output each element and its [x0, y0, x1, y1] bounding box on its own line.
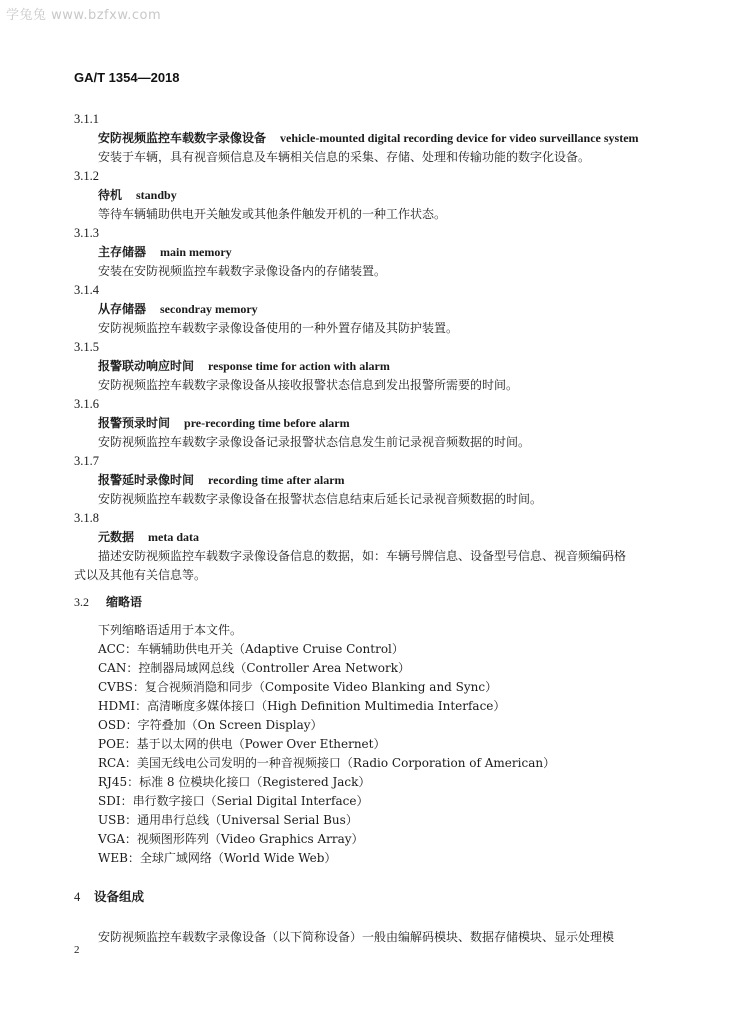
clause-number: 3.1.6 [74, 397, 99, 411]
term-en: meta data [148, 530, 200, 544]
term-en: response time for action with alarm [208, 359, 390, 373]
abbreviation-item: CAN：控制器局域网总线（Controller Area Network） [98, 661, 410, 675]
term-definition: 安防视频监控车载数字录像设备记录报警状态信息发生前记录视音频数据的时间。 [98, 435, 531, 449]
term-zh: 从存储器 [98, 302, 147, 316]
term-zh: 报警延时录像时间 [98, 473, 195, 487]
clause-number: 3.1.2 [74, 169, 99, 183]
watermark: 学兔兔 www.bzfxw.com [6, 8, 162, 23]
term-definition: 安装于车辆，具有视音频信息及车辆相关信息的采集、存储、处理和传输功能的数字化设备。 [98, 150, 591, 164]
term-heading [98, 301, 258, 317]
term-definition: 等待车辆辅助供电开关触发或其他条件触发开机的一种工作状态。 [98, 207, 447, 221]
term-en: secondray memory [160, 302, 258, 316]
term-heading [98, 529, 199, 545]
clause-number: 3.1.1 [74, 112, 99, 126]
abbreviation-item: SDI：串行数字接口（Serial Digital Interface） [98, 794, 369, 808]
term-definition: 安装在安防视频监控车载数字录像设备内的存储装置。 [98, 264, 387, 278]
abbreviation-item: CVBS：复合视频消隐和同步（Composite Video Blanking and Sync） [98, 680, 498, 694]
clause-number: 3.1.4 [74, 283, 99, 297]
term-definition: 描述安防视频监控车载数字录像设备信息的数据，如：车辆号牌信息、设备型号信息、视音频编码格 [98, 549, 627, 563]
abbreviation-item: POE：基于以太网的供电（Power Over Ethernet） [98, 737, 386, 751]
term-definition: 安防视频监控车载数字录像设备在报警状态信息结束后延长记录视音频数据的时间。 [98, 492, 543, 506]
section-title: 设备组成 [94, 889, 145, 904]
term-en: main memory [160, 245, 232, 259]
abbreviation-item: HDMI：高清晰度多媒体接口（High Definition Multimedia Interface） [98, 699, 506, 713]
term-definition: 安防视频监控车载数字录像设备使用的一种外置存储及其防护装置。 [98, 321, 459, 335]
clause-number: 3.1.8 [74, 511, 99, 525]
term-heading [98, 472, 345, 488]
section-heading-4 [74, 889, 144, 905]
section-title: 缩略语 [106, 595, 143, 609]
term-en: recording time after alarm [208, 473, 345, 487]
abbreviation-item: ACC：车辆辅助供电开关（Adaptive Cruise Control） [98, 642, 404, 656]
term-definition-continued: 式以及其他有关信息等。 [74, 568, 207, 582]
term-en: standby [136, 188, 177, 202]
abbreviation-item: USB：通用串行总线（Universal Serial Bus） [98, 813, 358, 827]
term-en: vehicle-mounted digital recording device for video surveillance system [280, 131, 639, 145]
term-zh: 待机 [98, 188, 123, 202]
term-heading [98, 187, 177, 203]
term-heading [98, 358, 390, 374]
term-zh: 安防视频监控车载数字录像设备 [98, 131, 267, 145]
abbreviation-item: OSD：字符叠加（On Screen Display） [98, 718, 323, 732]
clause-number: 3.1.7 [74, 454, 99, 468]
page-number: 2 [74, 944, 80, 956]
term-zh: 元数据 [98, 530, 135, 544]
term-zh: 报警联动响应时间 [98, 359, 195, 373]
abbreviation-item: RCA：美国无线电公司发明的一种音视频接口（Radio Corporation of American） [98, 756, 556, 770]
abbreviation-item: RJ45：标准 8 位模块化接口（Registered Jack） [98, 775, 371, 789]
body-paragraph: 安防视频监控车载数字录像设备（以下简称设备）一般由编解码模块、数据存储模块、显示处理模 [98, 930, 615, 944]
abbreviation-item: WEB：全球广域网络（World Wide Web） [98, 851, 337, 865]
term-definition: 安防视频监控车载数字录像设备从接收报警状态信息到发出报警所需要的时间。 [98, 378, 519, 392]
standard-code-header: GA/T 1354—2018 [74, 70, 180, 85]
section-number: 3.2 [74, 595, 89, 609]
term-heading [98, 244, 232, 260]
section-heading-3-2 [74, 594, 142, 610]
term-en: pre-recording time before alarm [184, 416, 350, 430]
clause-number: 3.1.3 [74, 226, 99, 240]
abbreviation-intro: 下列缩略语适用于本文件。 [98, 623, 243, 637]
term-heading [98, 415, 350, 431]
section-number: 4 [74, 890, 81, 904]
term-heading [98, 130, 639, 146]
term-zh: 报警预录时间 [98, 416, 171, 430]
abbreviation-item: VGA：视频图形阵列（Video Graphics Array） [98, 832, 364, 846]
clause-number: 3.1.5 [74, 340, 99, 354]
term-zh: 主存储器 [98, 245, 147, 259]
